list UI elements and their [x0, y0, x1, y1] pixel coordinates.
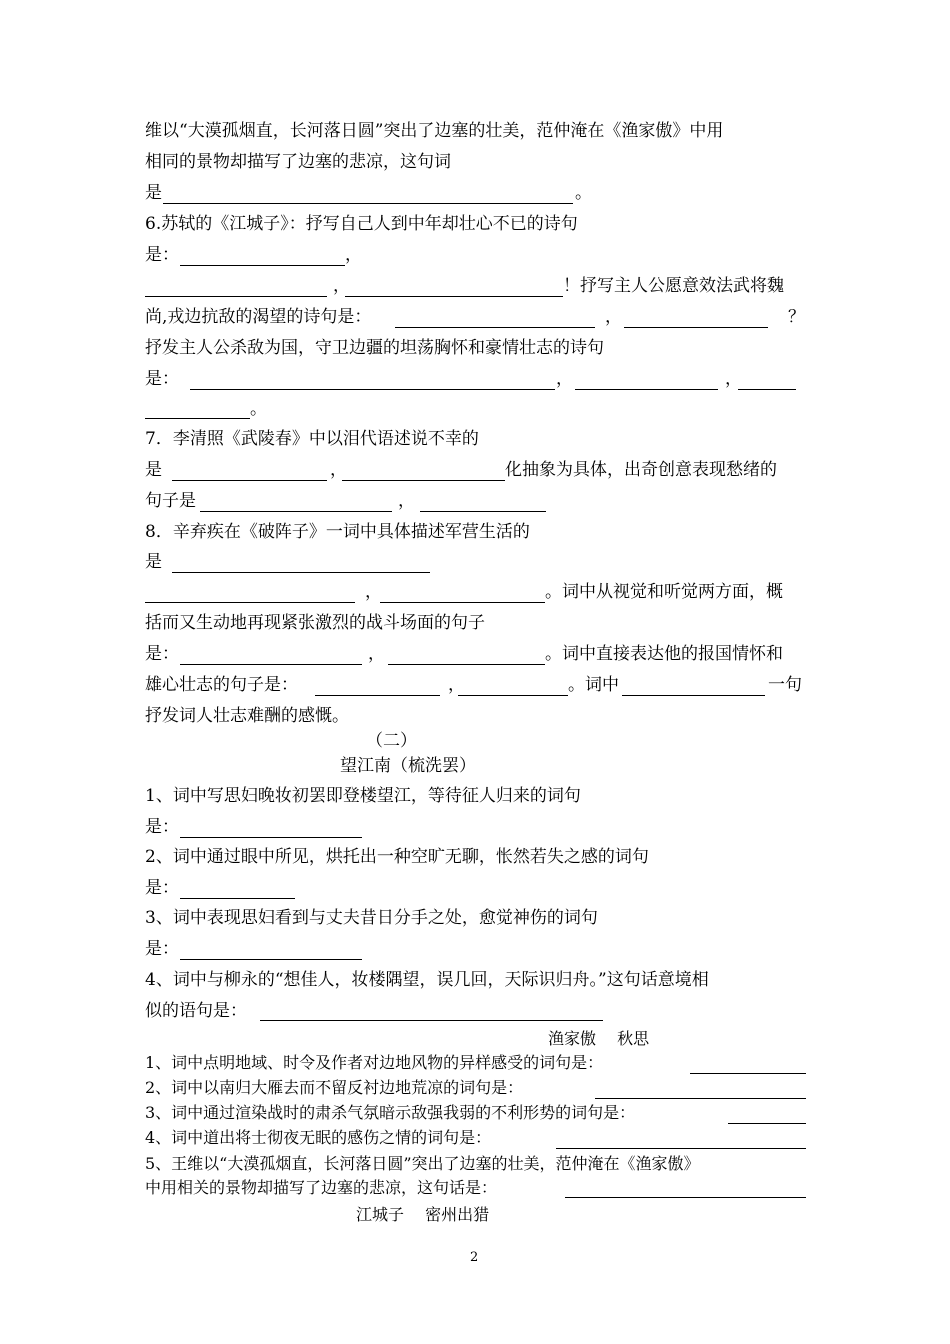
answer-blank[interactable]	[622, 695, 765, 696]
answer-blank[interactable]	[345, 296, 563, 297]
text-line: 句子是	[145, 491, 196, 511]
answer-blank[interactable]	[180, 664, 362, 665]
answer-blank[interactable]	[180, 837, 362, 838]
answer-blank[interactable]	[595, 1098, 806, 1099]
text-line: ，	[330, 460, 347, 480]
answer-blank[interactable]	[190, 389, 555, 390]
answer-blank[interactable]	[180, 265, 345, 266]
text-line: 。词中直接表达他的报国情怀和	[545, 644, 783, 664]
page-number: 2	[470, 1250, 479, 1265]
question-5: 5、王维以“大漠孤烟直，长河落日圆”突出了边塞的壮美，范仲淹在《渔家傲》	[145, 1154, 700, 1173]
text-line: ，	[556, 369, 573, 389]
text-line: 似的语句是：	[145, 1001, 247, 1021]
question-4: 4、词中与柳永的“想佳人，妆楼隅望，误几回，天际识归舟。”这句话意境相	[145, 970, 709, 990]
poem-title: 渔家傲 秋思	[548, 1029, 650, 1048]
answer-blank[interactable]	[200, 511, 392, 512]
text-line: ，	[605, 307, 622, 327]
text-line: 雄心壮志的句子是：	[145, 675, 298, 695]
text-line: ？	[788, 307, 805, 327]
text-line: 是	[145, 552, 162, 572]
question-2: 2、词中通过眼中所见，烘托出一种空旷无聊，怅然若失之感的词句	[145, 847, 649, 867]
text-line: 是：	[145, 939, 179, 959]
text-line: 是：	[145, 817, 179, 837]
text-line: 是：	[145, 644, 179, 664]
answer-blank[interactable]	[315, 695, 440, 696]
poem-title: 望江南（梳洗罢）	[340, 756, 476, 776]
text-line: ！抒写主人公愿意效法武将魏	[563, 276, 784, 296]
question-8: 8．辛弃疾在《破阵子》一词中具体描述军营生活的	[145, 522, 530, 542]
answer-blank[interactable]	[395, 327, 595, 328]
text-line: 是	[145, 460, 162, 480]
text-line: 。	[250, 399, 267, 419]
text-line: ，	[398, 491, 415, 511]
text-line: 尚,戎边抗敌的渴望的诗句是：	[145, 307, 372, 327]
text-line: 一句	[768, 675, 802, 695]
text-line: ，	[725, 369, 742, 389]
text-line: 是	[145, 183, 162, 203]
text-line: 中用相关的景物却描写了边塞的悲凉，这句话是：	[145, 1178, 498, 1197]
text-line: 。词中从视觉和听觉两方面，概	[545, 582, 783, 602]
question-2: 2、词中以南归大雁去而不留反衬边地荒凉的词句是：	[145, 1078, 524, 1097]
text-line: 。词中	[568, 675, 619, 695]
text-line: ，	[368, 644, 385, 664]
answer-blank[interactable]	[172, 572, 430, 573]
answer-blank[interactable]	[145, 296, 327, 297]
text-line: 是：	[145, 878, 179, 898]
text-line: 。	[575, 183, 592, 203]
answer-blank[interactable]	[260, 1020, 603, 1021]
answer-blank[interactable]	[565, 1197, 806, 1198]
answer-blank[interactable]	[388, 664, 545, 665]
text-line: 抒发主人公杀敌为国，守卫边疆的坦荡胸怀和豪情壮志的诗句	[145, 338, 604, 358]
answer-blank[interactable]	[172, 480, 327, 481]
question-3: 3、词中表现思妇看到与丈夫昔日分手之处，愈觉神伤的词句	[145, 908, 598, 928]
answer-blank[interactable]	[145, 418, 250, 419]
answer-blank[interactable]	[575, 389, 718, 390]
text-line: 相同的景物却描写了边塞的悲凉，这句词	[145, 152, 451, 172]
question-6: 6.苏轼的《江城子》：抒写自己人到中年却壮心不已的诗句	[145, 214, 578, 234]
question-1: 1、词中点明地域、时令及作者对边地风物的异样感受的词句是：	[145, 1053, 604, 1072]
answer-blank[interactable]	[163, 203, 573, 204]
text-line: 抒发词人壮志难酬的感慨。	[145, 706, 349, 726]
text-line: 括而又生动地再现紧张激烈的战斗场面的句子	[145, 613, 485, 633]
text-line: ，	[448, 675, 465, 695]
answer-blank[interactable]	[738, 389, 796, 390]
answer-blank[interactable]	[342, 480, 505, 481]
text-line: 是：	[145, 245, 179, 265]
section-heading: （二）	[366, 731, 417, 751]
answer-blank[interactable]	[380, 602, 545, 603]
answer-blank[interactable]	[458, 695, 568, 696]
text-line: 维以“大漠孤烟直，长河落日圆”突出了边塞的壮美，范仲淹在《渔家傲》中用	[145, 121, 724, 141]
question-3: 3、词中通过渲染战时的肃杀气氛暗示敌强我弱的不利形势的词句是：	[145, 1103, 636, 1122]
answer-blank[interactable]	[420, 511, 546, 512]
poem-title: 江城子 密州出猎	[356, 1205, 490, 1224]
text-line: ，	[365, 582, 382, 602]
text-line: ，	[333, 276, 350, 296]
answer-blank[interactable]	[180, 959, 362, 960]
text-line: ，	[345, 245, 362, 265]
answer-blank[interactable]	[180, 898, 295, 899]
question-7: 7．李清照《武陵春》中以泪代语述说不幸的	[145, 429, 479, 449]
answer-blank[interactable]	[690, 1073, 806, 1074]
answer-blank[interactable]	[145, 602, 355, 603]
answer-blank[interactable]	[556, 1148, 806, 1149]
answer-blank[interactable]	[728, 1123, 806, 1124]
answer-blank[interactable]	[624, 327, 768, 328]
text-line: 是：	[145, 369, 179, 389]
question-4: 4、词中道出将士彻夜无眠的感伤之情的词句是：	[145, 1128, 492, 1147]
question-1: 1、词中写思妇晚妆初罢即登楼望江，等待征人归来的词句	[145, 786, 581, 806]
text-line: 化抽象为具体，出奇创意表现愁绪的	[505, 460, 777, 480]
